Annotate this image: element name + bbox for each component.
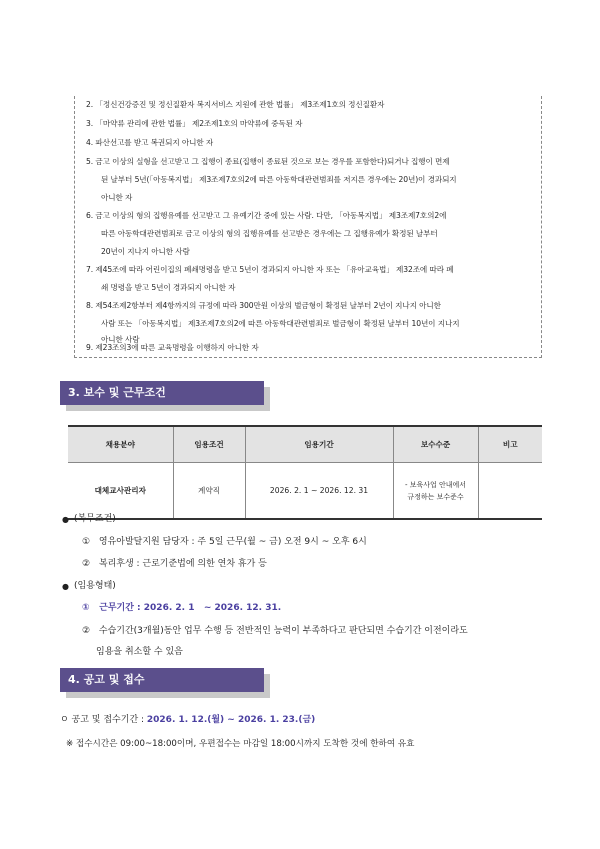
header-pay: 보수수준: [393, 426, 478, 463]
cell-condition: 계약직: [173, 463, 245, 520]
section3-title: 3. 보수 및 근무조건: [60, 381, 264, 405]
eligibility-item-5-line3: 아니한 자: [101, 193, 133, 202]
circle-num-2: ②: [82, 559, 91, 569]
eligibility-item-2: 2. 「정신건강증진 및 정신질환자 복지서비스 지원에 관한 법률」 제3조제1호의 정신질환자: [86, 100, 385, 109]
eligibility-item-7: 7. 제45조에 따라 어린이집의 폐쇄명령을 받고 5년이 경과되지 아니한 자 또는 「유아교육법」 제32조에 따라 폐: [86, 265, 454, 274]
section3-header: [60, 381, 270, 407]
announcement-period-label: ㅇ 공고 및 접수기간 :: [60, 715, 147, 725]
bullet-icon: ●: [62, 582, 69, 591]
cell-note: [478, 463, 542, 520]
eligibility-item-8: 8. 제54조제2항부터 제4항까지의 규정에 따라 300만원 이상의 벌금형이 확정된 날부터 2년이 지나지 아니한: [86, 301, 441, 310]
conditions-table: [68, 425, 542, 520]
header-condition: 임용조건: [173, 426, 245, 463]
eligibility-item-8-line2: 사람 또는 「아동복지법」 제3조제7호의2에 따른 아동학대관련범죄로 벌금형이 확정된 날부터 10년이 지나지: [101, 319, 460, 328]
announcement-period: [60, 713, 315, 727]
work-conditions-item-2: [82, 557, 267, 571]
eligibility-item-7-line2: 쇄 명령을 받고 5년이 경과되지 아니한 자: [101, 283, 236, 292]
work-conditions-item-1: [82, 535, 367, 549]
employment-type-item-1: [82, 601, 281, 615]
section4-header: [60, 668, 270, 694]
work-conditions-heading: (복무조건): [74, 514, 116, 524]
table-row: [68, 463, 542, 520]
circle-num-4: ②: [82, 626, 91, 636]
work-conditions-item-1-text: 영유아발달지원 담당자 : 주 5일 근무(월 ~ 금) 오전 9시 ~ 오후 6시: [98, 537, 367, 547]
section4-title: 4. 공고 및 접수: [60, 668, 264, 692]
bullet-icon: ●: [62, 515, 69, 524]
eligibility-item-5-line2: 된 날부터 5년(「아동복지법」 제3조제7호의2에 따른 아동학대관련범죄를 저지른 경우에는 20년)이 경과되지: [101, 175, 457, 184]
header-field: 채용분야: [68, 426, 173, 463]
eligibility-item-3: 3. 「마약류 관리에 관한 법률」 제2조제1호의 마약류에 중독된 자: [86, 119, 303, 128]
eligibility-item-5: 5. 금고 이상의 실형을 선고받고 그 집행이 종료(집행이 종료된 것으로 보는 경우를 포함한다)되거나 집행이 면제: [86, 157, 450, 166]
header-period: 임용기간: [245, 426, 393, 463]
cell-pay: [393, 463, 478, 520]
announcement-period-value: 2026. 1. 12.(월) ~ 2026. 1. 23.(금): [146, 715, 316, 725]
cell-period: 2026. 2. 1 ~ 2026. 12. 31: [245, 463, 393, 520]
table-header-row: [68, 426, 542, 463]
employment-period-text: 근무기간 : 2026. 2. 1 ~ 2026. 12. 31.: [99, 603, 282, 613]
eligibility-item-9: 9. 제23조의3에 따른 교육명령을 이행하지 아니한 자: [86, 343, 259, 352]
cell-pay-line2: 규정하는 보수준수: [407, 492, 464, 501]
eligibility-item-6: 6. 금고 이상의 형의 집행유예를 선고받고 그 유예기간 중에 있는 사람. 다만, 「아동복지법」 제3조제7호의2에: [86, 211, 447, 220]
eligibility-item-4: 4. 파산선고를 받고 복권되지 아니한 자: [86, 138, 214, 147]
circle-num-3: ①: [82, 603, 90, 613]
employment-type-item-2-line1: 수습기간(3개월)동안 업무 수행 등 전반적인 능력이 부족하다고 판단되면 수습기간 이전이라도: [98, 626, 468, 636]
eligibility-item-6-line2: 따른 아동학대관련범죄로 금고 이상의 형의 집행유예를 선고받은 경우에는 그 집행유예가 확정된 날부터: [101, 229, 438, 238]
employment-type-item-2-line2: 임용을 취소할 수 있음: [96, 647, 183, 657]
employment-type-heading: (임용형태): [74, 581, 116, 591]
circle-num-1: ①: [82, 537, 91, 547]
reception-note: ※ 접수시간은 09:00~18:00이며, 우편접수는 마감일 18:00시까지 도착한 것에 한하여 유효: [66, 739, 415, 749]
employment-type-item-2: [82, 624, 468, 638]
eligibility-item-6-line3: 20년이 지나지 아니한 사람: [101, 247, 190, 256]
cell-field: 대체교사관리자: [68, 463, 173, 520]
work-conditions-item-2-text: 복리후생 : 근로기준법에 의한 연차 휴가 등: [98, 559, 267, 569]
header-note: 비고: [478, 426, 542, 463]
cell-pay-line1: - 보육사업 안내에서: [404, 480, 467, 489]
eligibility-item-8-line3: 아니한 사람: [101, 335, 140, 344]
